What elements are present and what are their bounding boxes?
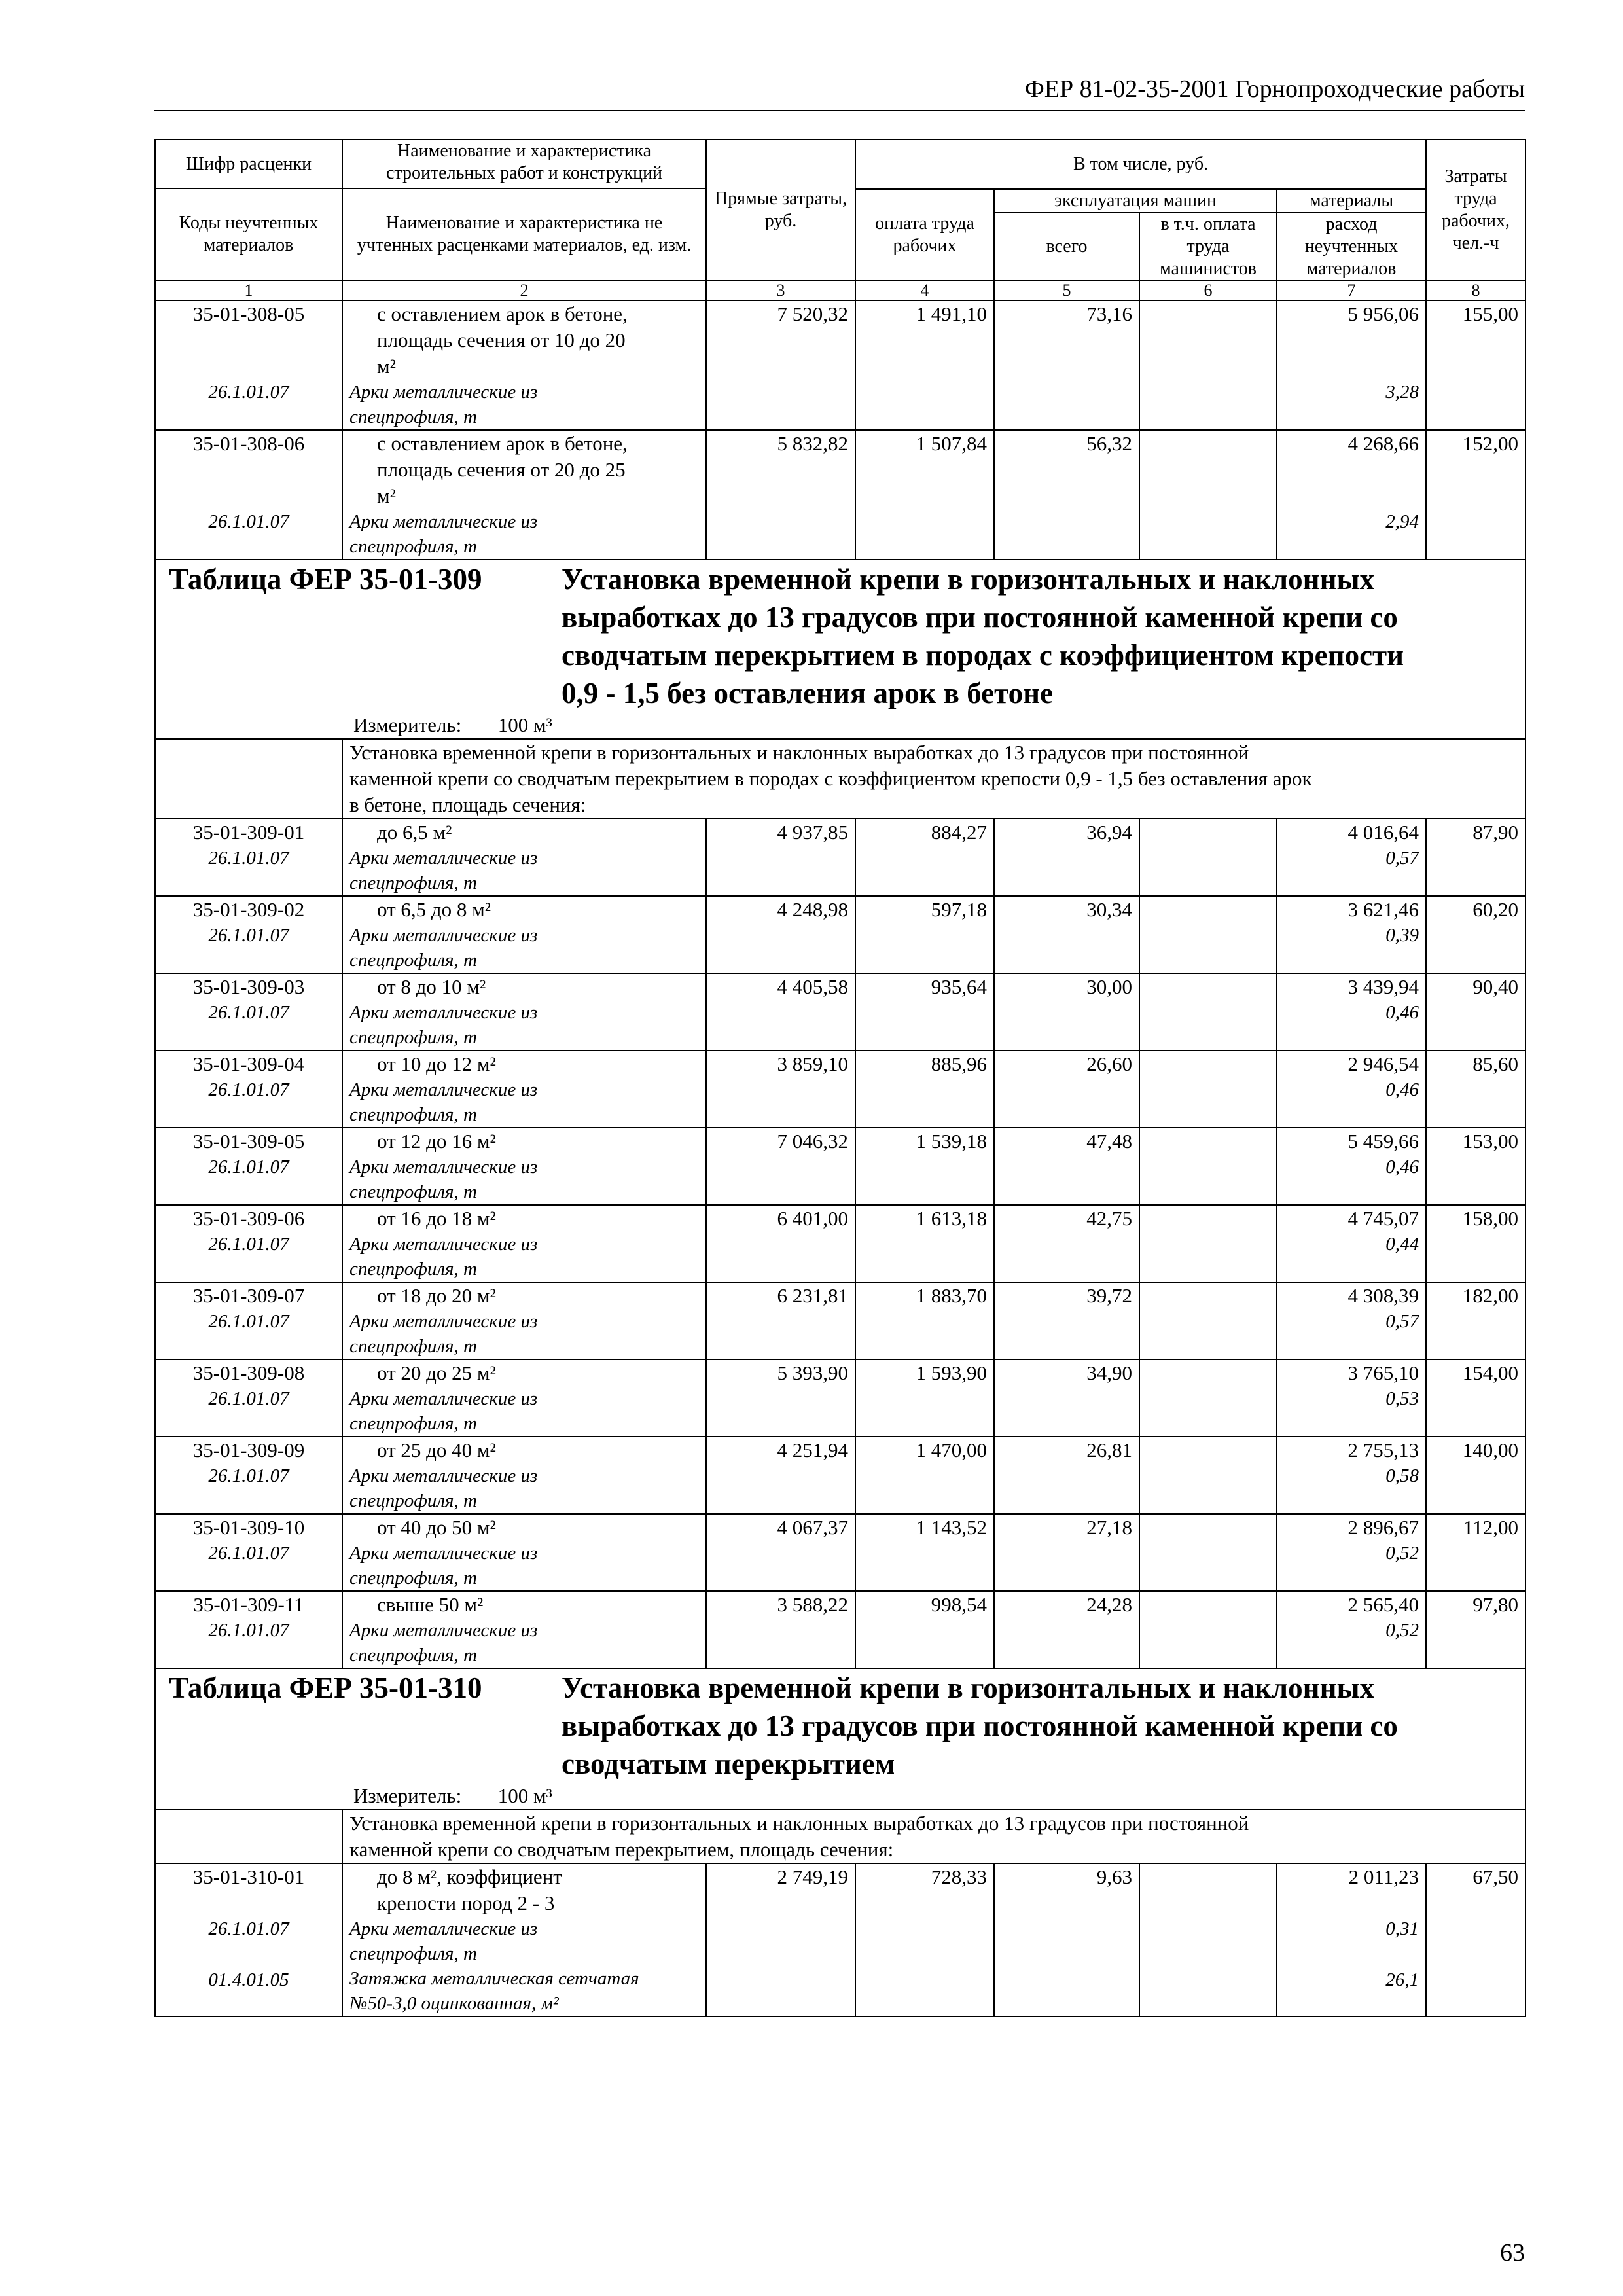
- material-qty: 0,52: [1385, 1619, 1419, 1641]
- machines-cost: 34,90: [994, 1359, 1139, 1437]
- material-name: Арки металлические из: [349, 1918, 538, 1939]
- direct-cost: 3 859,10: [706, 1050, 855, 1128]
- machines-cost: 47,48: [994, 1128, 1139, 1205]
- materials-cost: 2 946,54: [1347, 1052, 1419, 1075]
- col-codes: Коды неучтенных материалов: [155, 189, 342, 281]
- material-name: Арки металлические из: [349, 1156, 538, 1177]
- work-name: м²: [377, 484, 396, 507]
- machinists-cost: [1139, 973, 1277, 1050]
- col-num: 5: [994, 281, 1139, 300]
- work-name: площадь сечения от 20 до 25: [377, 457, 626, 481]
- materials-cost: 3 765,10: [1347, 1361, 1419, 1384]
- machines-cost: 36,94: [994, 819, 1139, 896]
- material-qty: 0,57: [1385, 1310, 1419, 1332]
- material-name: №50-3,0 оцинкованная, м²: [349, 1992, 559, 2014]
- material-qty: 0,57: [1385, 847, 1419, 869]
- material-qty: 0,46: [1385, 1001, 1419, 1023]
- material-name: Арки металлические из: [349, 381, 538, 403]
- rates-table: [154, 139, 1526, 2017]
- labor-cost: 155,00: [1426, 300, 1525, 430]
- material-qty: 0,52: [1385, 1542, 1419, 1564]
- material-name: спецпрофиля, т: [349, 1567, 477, 1588]
- material-name: спецпрофиля, т: [349, 535, 477, 557]
- machines-cost: 73,16: [994, 300, 1139, 430]
- col-materials: материалы: [1277, 189, 1426, 213]
- table-310-title: [155, 1668, 1525, 1810]
- direct-cost: 7 046,32: [706, 1128, 855, 1205]
- rate-code: 35-01-309-06: [192, 1206, 305, 1230]
- table-row: [155, 973, 1525, 1050]
- wage-cost: 1 883,70: [855, 1282, 994, 1359]
- col-num: 4: [855, 281, 994, 300]
- material-name: Арки металлические из: [349, 1465, 538, 1486]
- machinists-cost: [1139, 1591, 1277, 1668]
- material-name: спецпрофиля, т: [349, 1103, 477, 1125]
- material-name: Арки металлические из: [349, 1310, 538, 1332]
- work-name: от 8 до 10 м²: [377, 975, 486, 998]
- work-name: от 40 до 50 м²: [377, 1515, 496, 1539]
- material-code: 26.1.01.07: [208, 1619, 289, 1641]
- material-code: 26.1.01.07: [208, 1310, 289, 1332]
- rate-code: 35-01-309-02: [192, 897, 305, 921]
- labor-cost: 85,60: [1426, 1050, 1525, 1128]
- rate-code: 35-01-309-05: [192, 1129, 305, 1153]
- material-code: 26.1.01.07: [208, 1465, 289, 1486]
- material-qty: 0,46: [1385, 1156, 1419, 1177]
- col-name-bottom: Наименование и характеристика не учтенных расценками материалов, ед. изм.: [342, 189, 706, 281]
- machinists-cost: [1139, 1128, 1277, 1205]
- table-row: [155, 300, 1525, 430]
- material-qty: 2,94: [1385, 511, 1419, 532]
- table-title: 0,9 - 1,5 без оставления арок в бетоне: [562, 676, 1054, 709]
- material-qty: 0,31: [1385, 1918, 1419, 1939]
- work-name: с оставлением арок в бетоне,: [377, 302, 628, 325]
- machinists-cost: [1139, 430, 1277, 560]
- work-name: от 20 до 25 м²: [377, 1361, 496, 1384]
- col-cipher: Шифр расценки: [155, 139, 342, 189]
- direct-cost: 5 832,82: [706, 430, 855, 560]
- material-name: спецпрофиля, т: [349, 1026, 477, 1048]
- col-incl: В том числе, руб.: [855, 139, 1426, 189]
- rate-code: 35-01-310-01: [192, 1865, 305, 1888]
- labor-cost: 182,00: [1426, 1282, 1525, 1359]
- wage-cost: 1 507,84: [855, 430, 994, 560]
- labor-cost: 90,40: [1426, 973, 1525, 1050]
- col-labor: Затраты труда рабочих, чел.-ч: [1426, 139, 1525, 281]
- machinists-cost: [1139, 1359, 1277, 1437]
- direct-cost: 6 231,81: [706, 1282, 855, 1359]
- material-name: Арки металлические из: [349, 847, 538, 869]
- material-name: Арки металлические из: [349, 1542, 538, 1564]
- work-name: с оставлением арок в бетоне,: [377, 431, 628, 455]
- measure-label: Измеритель:: [353, 1784, 462, 1807]
- materials-cost: 2 011,23: [1348, 1865, 1419, 1888]
- direct-cost: 3 588,22: [706, 1591, 855, 1668]
- materials-cost: 2 565,40: [1347, 1592, 1419, 1616]
- material-qty: 0,44: [1385, 1233, 1419, 1255]
- labor-cost: 87,90: [1426, 819, 1525, 896]
- material-name: спецпрофиля, т: [349, 949, 477, 971]
- work-name: от 16 до 18 м²: [377, 1206, 496, 1230]
- description-line: Установка временной крепи в горизонтальных и наклонных выработках до 13 градусов при постоянной: [349, 1811, 1249, 1835]
- machines-cost: 56,32: [994, 430, 1139, 560]
- direct-cost: 6 401,00: [706, 1205, 855, 1282]
- material-code: 26.1.01.07: [208, 1388, 289, 1409]
- direct-cost: 4 248,98: [706, 896, 855, 973]
- table-row: [155, 1437, 1525, 1514]
- machinists-cost: [1139, 300, 1277, 430]
- col-num: 8: [1426, 281, 1525, 300]
- measure: [162, 712, 1518, 738]
- description-line: каменной крепи со сводчатым перекрытием, площадь сечения:: [349, 1837, 894, 1861]
- material-name: спецпрофиля, т: [349, 1181, 477, 1202]
- rate-code: 35-01-309-03: [192, 975, 305, 998]
- rate-code: 35-01-309-01: [192, 820, 305, 844]
- work-name: площадь сечения от 10 до 20: [377, 328, 626, 351]
- material-name: Арки металлические из: [349, 511, 538, 532]
- material-code: 26.1.01.07: [208, 1542, 289, 1564]
- direct-cost: 4 251,94: [706, 1437, 855, 1514]
- material-code: 01.4.01.05: [208, 1969, 289, 1990]
- machines-cost: 26,60: [994, 1050, 1139, 1128]
- table-title: Установка временной крепи в горизонтальных и наклонных: [562, 562, 1375, 596]
- wage-cost: 885,96: [855, 1050, 994, 1128]
- table-title: сводчатым перекрытием в породах с коэффициентом крепости: [562, 638, 1404, 672]
- table-row: [155, 1050, 1525, 1128]
- materials-cost: 2 896,67: [1347, 1515, 1419, 1539]
- table-row: [155, 1591, 1525, 1668]
- material-qty: 0,53: [1385, 1388, 1419, 1409]
- material-code: 26.1.01.07: [208, 1918, 289, 1939]
- direct-cost: 5 393,90: [706, 1359, 855, 1437]
- measure: [162, 1783, 1518, 1809]
- table-title: Установка временной крепи в горизонтальных и наклонных: [562, 1671, 1375, 1704]
- material-name: Арки металлические из: [349, 1079, 538, 1100]
- table-row: [155, 1128, 1525, 1205]
- table-310-description: [155, 1810, 1525, 1863]
- wage-cost: 884,27: [855, 819, 994, 896]
- col-machines: эксплуатация машин: [994, 189, 1277, 213]
- page-number: 63: [1500, 2239, 1525, 2267]
- labor-cost: 60,20: [1426, 896, 1525, 973]
- wage-cost: 998,54: [855, 1591, 994, 1668]
- material-code: 26.1.01.07: [208, 1233, 289, 1255]
- machines-cost: 42,75: [994, 1205, 1139, 1282]
- materials-cost: 4 745,07: [1347, 1206, 1419, 1230]
- col-machines-total: всего: [994, 213, 1139, 281]
- table-label: Таблица ФЕР 35-01-309: [169, 562, 482, 596]
- material-name: спецпрофиля, т: [349, 1335, 477, 1357]
- work-name: до 8 м², коэффициент: [377, 1865, 562, 1888]
- table-row: [155, 1863, 1525, 2017]
- direct-cost: 4 405,58: [706, 973, 855, 1050]
- table-309-rows: [155, 819, 1525, 1668]
- material-qty: 0,58: [1385, 1465, 1419, 1486]
- description-line: каменной крепи со сводчатым перекрытием в породах с коэффициентом крепости 0,9 - 1,5 без оставления арок: [349, 766, 1312, 790]
- col-name-top: Наименование и характеристика строительных работ и конструкций: [342, 139, 706, 189]
- machinists-cost: [1139, 1863, 1277, 2017]
- machinists-cost: [1139, 896, 1277, 973]
- wage-cost: 728,33: [855, 1863, 994, 2017]
- col-num: 3: [706, 281, 855, 300]
- table-title: выработках до 13 градусов при постоянной каменной крепи со: [562, 1709, 1398, 1742]
- work-name: от 6,5 до 8 м²: [377, 897, 491, 921]
- material-name: Затяжка металлическая сетчатая: [349, 1967, 639, 1989]
- material-name: спецпрофиля, т: [349, 1412, 477, 1434]
- wage-cost: 1 593,90: [855, 1359, 994, 1437]
- machines-cost: 39,72: [994, 1282, 1139, 1359]
- wage-cost: 1 143,52: [855, 1514, 994, 1591]
- work-name: крепости пород 2 - 3: [377, 1891, 555, 1914]
- table-309-description: [155, 739, 1525, 819]
- material-code: 26.1.01.07: [208, 511, 289, 532]
- direct-cost: 4 937,85: [706, 819, 855, 896]
- wage-cost: 935,64: [855, 973, 994, 1050]
- machines-cost: 30,34: [994, 896, 1139, 973]
- wage-cost: 1 613,18: [855, 1205, 994, 1282]
- work-name: от 12 до 16 м²: [377, 1129, 496, 1153]
- material-qty: 3,28: [1385, 381, 1419, 403]
- direct-cost: 2 749,19: [706, 1863, 855, 2017]
- material-code: 26.1.01.07: [208, 381, 289, 403]
- labor-cost: 140,00: [1426, 1437, 1525, 1514]
- machines-cost: 30,00: [994, 973, 1139, 1050]
- material-code: 26.1.01.07: [208, 1001, 289, 1023]
- materials-cost: 3 621,46: [1347, 897, 1419, 921]
- work-name: м²: [377, 354, 396, 378]
- wage-cost: 597,18: [855, 896, 994, 973]
- labor-cost: 153,00: [1426, 1128, 1525, 1205]
- work-name: от 10 до 12 м²: [377, 1052, 496, 1075]
- material-name: Арки металлические из: [349, 1619, 538, 1641]
- materials-cost: 3 439,94: [1347, 975, 1419, 998]
- machinists-cost: [1139, 1437, 1277, 1514]
- machinists-cost: [1139, 1205, 1277, 1282]
- work-name: от 18 до 20 м²: [377, 1283, 496, 1307]
- table-row: [155, 1359, 1525, 1437]
- table-row: [155, 896, 1525, 973]
- direct-cost: 4 067,37: [706, 1514, 855, 1591]
- description-line: в бетоне, площадь сечения:: [349, 793, 586, 816]
- table-309-title: [155, 560, 1525, 739]
- col-wage: оплата труда рабочих: [855, 189, 994, 281]
- col-direct: Прямые затраты, руб.: [706, 139, 855, 281]
- material-name: Арки металлические из: [349, 924, 538, 946]
- labor-cost: 97,80: [1426, 1591, 1525, 1668]
- labor-cost: 154,00: [1426, 1359, 1525, 1437]
- labor-cost: 152,00: [1426, 430, 1525, 560]
- direct-cost: 7 520,32: [706, 300, 855, 430]
- materials-cost: 5 956,06: [1347, 302, 1419, 325]
- machines-cost: 26,81: [994, 1437, 1139, 1514]
- machinists-cost: [1139, 1050, 1277, 1128]
- rate-code: 35-01-309-11: [193, 1592, 304, 1616]
- rate-code: 35-01-309-09: [192, 1438, 305, 1462]
- machines-cost: 27,18: [994, 1514, 1139, 1591]
- materials-cost: 2 755,13: [1347, 1438, 1419, 1462]
- table-title: выработках до 13 градусов при постоянной каменной крепи со: [562, 600, 1398, 634]
- document-title: ФЕР 81-02-35-2001 Горнопроходческие работы: [1024, 75, 1525, 103]
- table-row: [155, 819, 1525, 896]
- table-row: [155, 1205, 1525, 1282]
- materials-cost: 5 459,66: [1347, 1129, 1419, 1153]
- description-line: Установка временной крепи в горизонтальных и наклонных выработках до 13 градусов при постоянной: [349, 740, 1249, 764]
- material-code: 26.1.01.07: [208, 924, 289, 946]
- work-name: от 25 до 40 м²: [377, 1438, 496, 1462]
- machinists-cost: [1139, 1282, 1277, 1359]
- measure-value: 100 м³: [497, 1784, 552, 1807]
- wage-cost: 1 491,10: [855, 300, 994, 430]
- page-header: [154, 71, 1525, 111]
- materials-cost: 4 308,39: [1347, 1283, 1419, 1307]
- material-code: 26.1.01.07: [208, 1156, 289, 1177]
- work-name: до 6,5 м²: [377, 820, 452, 844]
- machines-cost: 9,63: [994, 1863, 1139, 2017]
- col-num: 7: [1277, 281, 1426, 300]
- measure-label: Измеритель:: [353, 713, 462, 736]
- col-num: 1: [155, 281, 342, 300]
- table-row: [155, 1514, 1525, 1591]
- machinists-cost: [1139, 1514, 1277, 1591]
- material-name: Арки металлические из: [349, 1388, 538, 1409]
- materials-cost: 4 016,64: [1347, 820, 1419, 844]
- rate-code: 35-01-308-05: [192, 302, 305, 325]
- material-name: спецпрофиля, т: [349, 1490, 477, 1511]
- table-label: Таблица ФЕР 35-01-310: [169, 1671, 482, 1704]
- material-name: спецпрофиля, т: [349, 406, 477, 427]
- table-row: [155, 430, 1525, 560]
- rate-code: 35-01-308-06: [192, 431, 305, 455]
- labor-cost: 158,00: [1426, 1205, 1525, 1282]
- work-name: свыше 50 м²: [377, 1592, 484, 1616]
- labor-cost: 67,50: [1426, 1863, 1525, 2017]
- wage-cost: 1 539,18: [855, 1128, 994, 1205]
- material-qty: 26,1: [1385, 1969, 1419, 1990]
- material-name: спецпрофиля, т: [349, 1258, 477, 1280]
- materials-cost: 4 268,66: [1347, 431, 1419, 455]
- col-num: 6: [1139, 281, 1277, 300]
- rate-code: 35-01-309-07: [192, 1283, 305, 1307]
- material-qty: 0,46: [1385, 1079, 1419, 1100]
- measure-value: 100 м³: [497, 713, 552, 736]
- machines-cost: 24,28: [994, 1591, 1139, 1668]
- material-qty: 0,39: [1385, 924, 1419, 946]
- labor-cost: 112,00: [1426, 1514, 1525, 1591]
- table-title: сводчатым перекрытием: [562, 1747, 895, 1780]
- col-machinists: в т.ч. оплата труда машинистов: [1139, 213, 1277, 281]
- col-num: 2: [342, 281, 706, 300]
- material-name: спецпрофиля, т: [349, 872, 477, 893]
- material-code: 26.1.01.07: [208, 847, 289, 869]
- material-code: 26.1.01.07: [208, 1079, 289, 1100]
- material-name: спецпрофиля, т: [349, 1644, 477, 1666]
- col-materials-sub: расход неучтенных материалов: [1277, 213, 1426, 281]
- table-header: [155, 139, 1525, 300]
- wage-cost: 1 470,00: [855, 1437, 994, 1514]
- material-name: Арки металлические из: [349, 1001, 538, 1023]
- rate-code: 35-01-309-08: [192, 1361, 305, 1384]
- rate-code: 35-01-309-10: [192, 1515, 305, 1539]
- rate-code: 35-01-309-04: [192, 1052, 305, 1075]
- table-row: [155, 1282, 1525, 1359]
- material-name: Арки металлические из: [349, 1233, 538, 1255]
- material-name: спецпрофиля, т: [349, 1943, 477, 1964]
- machinists-cost: [1139, 819, 1277, 896]
